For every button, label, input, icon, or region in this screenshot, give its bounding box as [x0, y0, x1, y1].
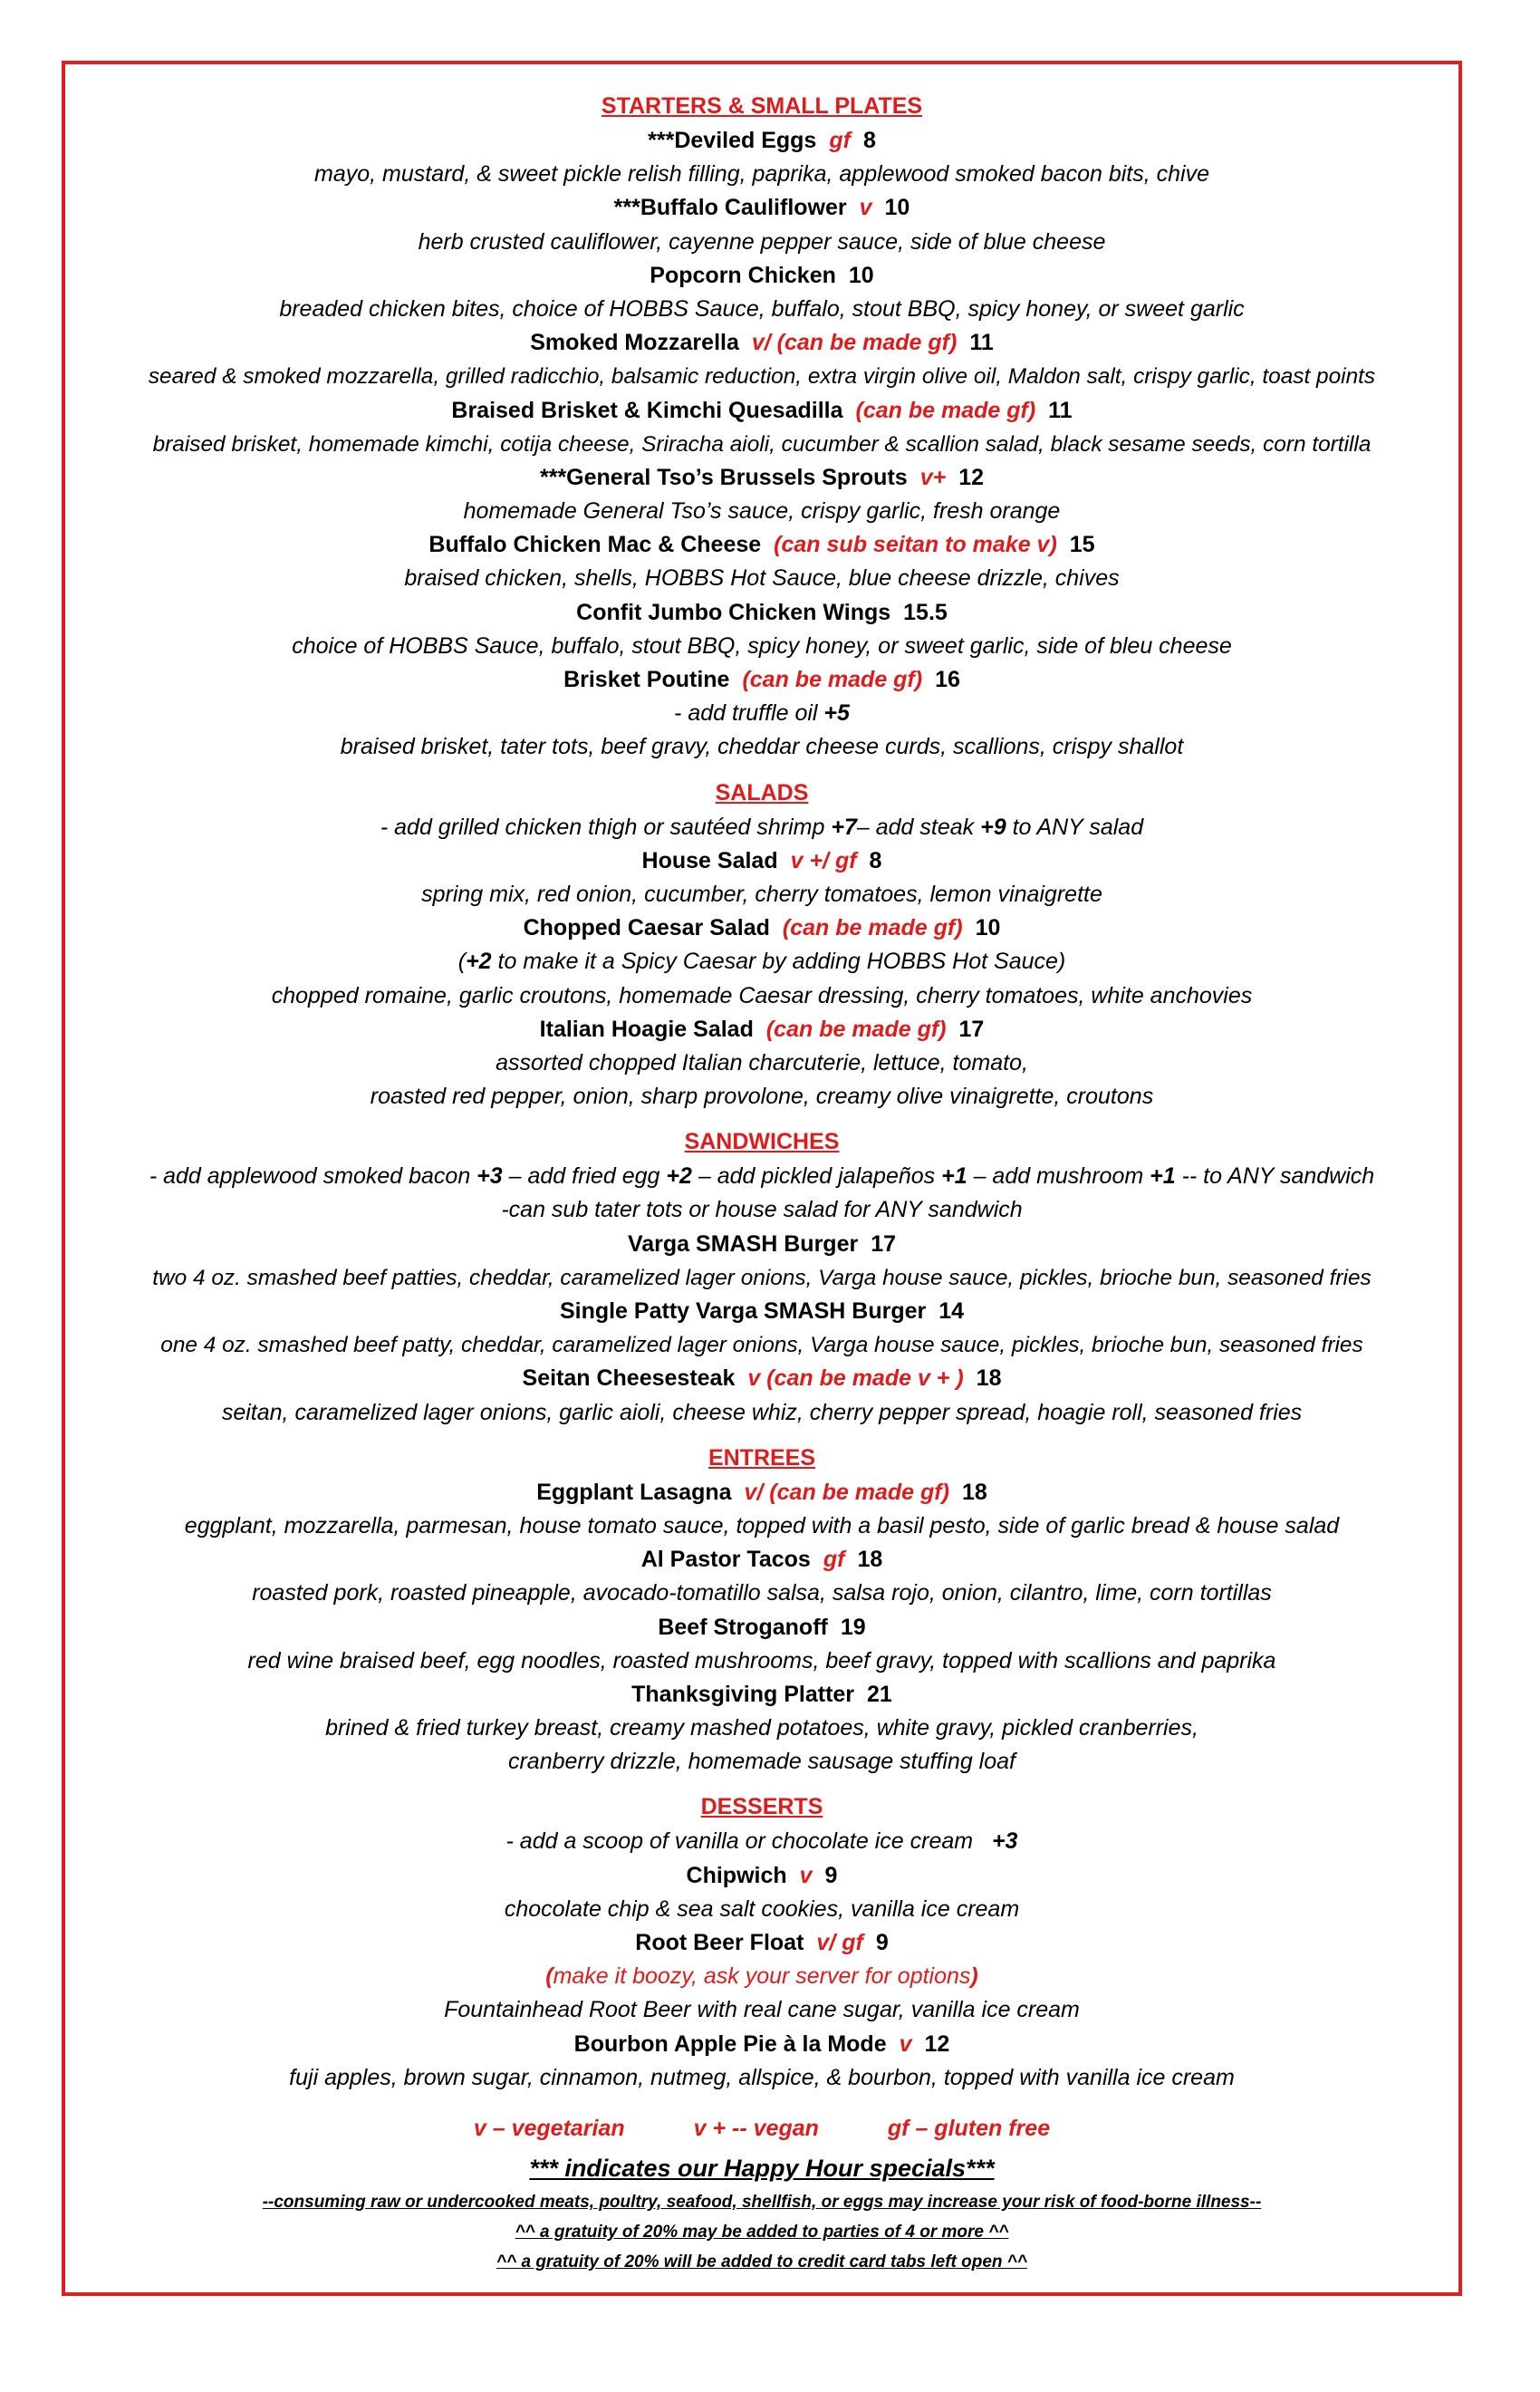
item-description: Fountainhead Root Beer with real cane sugar, vanilla ice cream: [444, 1997, 1080, 2023]
item-description: cranberry drizzle, homemade sausage stuffing loaf: [507, 1749, 1015, 1775]
item-description: one 4 oz. smashed beef patty, cheddar, caramelized lager onions, Varga house sauce, pickles, brioche bun, seasoned fries: [160, 1333, 1363, 1358]
item-tag: v: [799, 1862, 813, 1888]
note-price: +3: [476, 1163, 503, 1190]
note-text: to ANY salad: [1006, 814, 1144, 840]
note-text: -- to ANY sandwich: [1175, 1163, 1375, 1190]
addon-text: make it boozy, ask your server for options: [553, 1963, 971, 1990]
item-description: fuji apples, brown sugar, cinnamon, nutmeg, allspice, & bourbon, topped with vanilla ice cream: [289, 2064, 1235, 2090]
section-note-desserts: [65, 1825, 1458, 1858]
item-description: herb crusted cauliflower, cayenne pepper sauce, side of blue cheese: [418, 228, 1106, 255]
item-addon: [65, 1960, 1458, 1993]
menu-item-confit-wings: [65, 596, 1458, 630]
item-tag: v: [899, 2030, 912, 2057]
menu-item-al-pastor: [65, 1543, 1458, 1577]
note-text: – add fried egg: [502, 1163, 667, 1190]
menu-item-brisket-poutine: [65, 663, 1458, 697]
item-name: ***Buffalo Cauliflower: [613, 195, 847, 221]
addon-text: - add truffle oil: [674, 700, 818, 727]
item-name: Chopped Caesar Salad: [523, 915, 770, 941]
item-name: Al Pastor Tacos: [640, 1547, 811, 1573]
happy-hour-note: *** indicates our Happy Hour specials***: [529, 2154, 995, 2182]
item-name: ***Deviled Eggs: [648, 128, 817, 153]
menu-item-apple-pie: [65, 2028, 1458, 2061]
item-price: 17: [871, 1230, 897, 1257]
note-text: – add mushroom: [967, 1163, 1150, 1190]
addon-text: to make it a Spicy Caesar by adding HOBBS Hot Sauce): [491, 949, 1066, 975]
item-name: Single Patty Varga SMASH Burger: [559, 1298, 927, 1324]
note-price: +3: [991, 1828, 1018, 1855]
item-price: 18: [976, 1365, 1002, 1392]
item-description: braised brisket, homemade kimchi, cotija cheese, Sriracha aioli, cucumber & scallion salad, black sesame seeds, corn tortilla: [152, 431, 1372, 457]
item-price: 18: [961, 1479, 987, 1505]
item-description: chocolate chip & sea salt cookies, vanilla ice cream: [504, 1895, 1020, 1922]
item-description: red wine braised beef, egg noodles, roasted mushrooms, beef gravy, topped with scallions and paprika: [247, 1647, 1276, 1673]
item-name: Popcorn Chicken: [650, 262, 836, 288]
item-price: 8: [862, 128, 876, 153]
section-title-entrees: ENTREES: [707, 1444, 816, 1471]
section-title-sandwiches: SANDWICHES: [684, 1129, 840, 1155]
item-price: 9: [824, 1862, 838, 1888]
menu-item-chopped-caesar: [65, 911, 1458, 945]
item-name: Root Beer Float: [635, 1930, 804, 1955]
note-price: +2: [666, 1163, 692, 1190]
item-description: seared & smoked mozzarella, grilled radicchio, balsamic reduction, extra virgin olive oil, Maldon salt, crispy garlic, toast points: [148, 364, 1376, 390]
addon-price: +5: [823, 700, 850, 727]
item-price: 9: [875, 1930, 889, 1955]
item-price: 10: [975, 915, 1001, 941]
item-price: 19: [840, 1614, 866, 1640]
item-tag: (can be made gf): [855, 397, 1036, 423]
menu-item-eggplant-lasagna: [65, 1476, 1458, 1509]
item-description: eggplant, mozzarella, parmesan, house tomato sauce, topped with a basil pesto, side of garlic bread & house salad: [184, 1512, 1340, 1538]
note-text: – add steak: [856, 814, 981, 840]
gratuity-party-note: ^^ a gratuity of 20% may be added to parties of 4 or more ^^: [515, 2222, 1009, 2242]
item-price: 15.5: [903, 599, 948, 625]
item-description: braised chicken, shells, HOBBS Hot Sauce, blue cheese drizzle, chives: [404, 565, 1120, 592]
food-safety-warning: --consuming raw or undercooked meats, poultry, seafood, shellfish, or eggs may increase your risk of food-borne illness--: [262, 2192, 1262, 2212]
item-description: choice of HOBBS Sauce, buffalo, stout BBQ, spicy honey, or sweet garlic, side of bleu cheese: [292, 632, 1232, 659]
menu-item-root-beer-float: [65, 1926, 1458, 1960]
note-text: – add pickled jalapeños: [691, 1163, 942, 1190]
item-description: spring mix, red onion, cucumber, cherry tomatoes, lemon vinaigrette: [421, 881, 1102, 907]
item-price: 21: [867, 1681, 892, 1707]
section-note-salads: [65, 811, 1458, 844]
addon-paren: (: [545, 1963, 553, 1990]
item-tag: gf: [823, 1547, 845, 1573]
item-description: roasted red pepper, onion, sharp provolone, creamy olive vinaigrette, croutons: [370, 1084, 1154, 1110]
item-description: mayo, mustard, & sweet pickle relish filling, paprika, applewood smoked bacon bits, chive: [314, 161, 1209, 188]
item-name: Bourbon Apple Pie à la Mode: [573, 2030, 887, 2057]
item-name: Italian Hoagie Salad: [539, 1016, 754, 1042]
item-tag: gf: [829, 128, 851, 153]
section-title-salads: SALADS: [715, 779, 809, 805]
item-addon: [65, 697, 1458, 730]
note-text: - add applewood smoked bacon: [149, 1163, 477, 1190]
item-price: 8: [869, 847, 882, 873]
item-tag: (can sub seitan to make v): [774, 532, 1057, 558]
section-note-sandwiches: [65, 1160, 1458, 1193]
legend-gluten-free: gf – gluten free: [887, 2115, 1051, 2141]
item-price: 11: [969, 330, 994, 356]
note-price: +1: [1150, 1163, 1176, 1190]
menu-item-single-patty: [65, 1295, 1458, 1328]
item-description: seitan, caramelized lager onions, garlic aioli, cheese whiz, cherry pepper spread, hoagie roll, seasoned fries: [221, 1399, 1303, 1425]
item-price: 14: [938, 1298, 965, 1324]
item-description: chopped romaine, garlic croutons, homemade Caesar dressing, cherry tomatoes, white anchovies: [271, 982, 1253, 1008]
item-price: 17: [958, 1016, 985, 1042]
item-description: breaded chicken bites, choice of HOBBS Sauce, buffalo, stout BBQ, spicy honey, or sweet garlic: [279, 295, 1245, 322]
item-name: Brisket Poutine: [563, 667, 730, 692]
item-name: Beef Stroganoff: [658, 1614, 828, 1640]
section-title-starters: STARTERS & SMALL PLATES: [601, 93, 923, 119]
item-price: 18: [857, 1547, 883, 1573]
note-text: - add a scoop of vanilla or chocolate ice cream: [505, 1828, 974, 1855]
section-title-desserts: DESSERTS: [700, 1794, 823, 1820]
item-price: 12: [958, 464, 985, 490]
menu-item-smoked-mozzarella: [65, 326, 1458, 360]
item-description: roasted pork, roasted pineapple, avocado-tomatillo salsa, salsa rojo, onion, cilantro, lime, corn tortillas: [252, 1580, 1272, 1606]
item-name: Seitan Cheesesteak: [522, 1365, 736, 1392]
item-price: 11: [1048, 397, 1073, 423]
menu-item-buffalo-mac: [65, 528, 1458, 562]
item-name: Eggplant Lasagna: [536, 1479, 732, 1505]
menu-item-thanksgiving-platter: [65, 1678, 1458, 1712]
item-name: Buffalo Chicken Mac & Cheese: [428, 532, 762, 558]
item-price: 16: [935, 667, 960, 692]
item-price: 10: [848, 262, 874, 288]
menu-item-brisket-quesadilla: [65, 394, 1458, 428]
item-price: 12: [924, 2030, 950, 2057]
menu-item-deviled-eggs: [65, 124, 1458, 158]
item-tag: (can be made gf): [742, 667, 923, 692]
item-tag: v/ (can be made gf): [751, 330, 958, 356]
item-name: Smoked Mozzarella: [530, 330, 739, 356]
item-description: homemade General Tso’s sauce, crispy garlic, fresh orange: [463, 498, 1061, 525]
item-tag: v (can be made v + ): [747, 1365, 964, 1392]
note-price: +7: [831, 814, 857, 840]
legend-vegetarian: v – vegetarian: [473, 2115, 625, 2141]
item-name: Varga SMASH Burger: [627, 1230, 859, 1257]
addon-text: (: [457, 949, 467, 975]
item-tag: (can be made gf): [765, 1016, 947, 1042]
menu-item-house-salad: [65, 844, 1458, 878]
item-description: braised brisket, tater tots, beef gravy, cheddar cheese curds, scallions, crispy shallot: [340, 734, 1184, 760]
addon-price: +2: [466, 949, 492, 975]
menu-item-varga-smash: [65, 1228, 1458, 1261]
item-tag: (can be made gf): [782, 915, 963, 941]
item-tag: v/ gf: [816, 1930, 863, 1955]
item-price: 15: [1069, 532, 1095, 558]
menu-item-popcorn-chicken: [65, 259, 1458, 293]
gratuity-tabs-note: ^^ a gratuity of 20% will be added to credit card tabs left open ^^: [496, 2252, 1027, 2271]
item-tag: v/ (can be made gf): [744, 1479, 949, 1505]
item-tag: v+: [919, 464, 947, 490]
legend-vegan: v + -- vegan: [693, 2115, 819, 2141]
section-note-sandwiches-sub: -can sub tater tots or house salad for ANY sandwich: [501, 1197, 1023, 1223]
addon-paren: ): [970, 1963, 978, 1990]
item-description: two 4 oz. smashed beef patties, cheddar, caramelized lager onions, Varga house sauce, pickles, brioche bun, seasoned fries: [152, 1265, 1372, 1290]
note-text: - add grilled chicken thigh or sautéed shrimp: [380, 814, 832, 840]
menu-item-beef-stroganoff: [65, 1611, 1458, 1644]
item-name: Confit Jumbo Chicken Wings: [576, 599, 891, 625]
item-addon: [65, 945, 1458, 979]
menu-item-buffalo-cauliflower: [65, 191, 1458, 225]
item-name: Chipwich: [686, 1862, 787, 1888]
item-name: Thanksgiving Platter: [631, 1681, 855, 1707]
item-tag: v: [859, 195, 872, 221]
note-price: +9: [980, 814, 1006, 840]
item-name: House Salad: [641, 847, 778, 873]
menu-item-chipwich: [65, 1859, 1458, 1893]
menu-item-italian-hoagie: [65, 1013, 1458, 1046]
item-description: assorted chopped Italian charcuterie, lettuce, tomato,: [496, 1049, 1028, 1075]
item-name: Braised Brisket & Kimchi Quesadilla: [451, 397, 843, 423]
note-price: +1: [941, 1163, 967, 1190]
item-name: ***General Tso’s Brussels Sprouts: [539, 464, 908, 490]
menu: [65, 89, 1458, 2277]
item-tag: v +/ gf: [790, 847, 857, 873]
dietary-legend: [65, 2107, 1458, 2149]
menu-item-brussels-sprouts: [65, 461, 1458, 495]
item-description: brined & fried turkey breast, creamy mashed potatoes, white gravy, pickled cranberries,: [325, 1715, 1198, 1741]
item-price: 10: [884, 195, 910, 221]
menu-item-seitan-cheesesteak: [65, 1362, 1458, 1395]
